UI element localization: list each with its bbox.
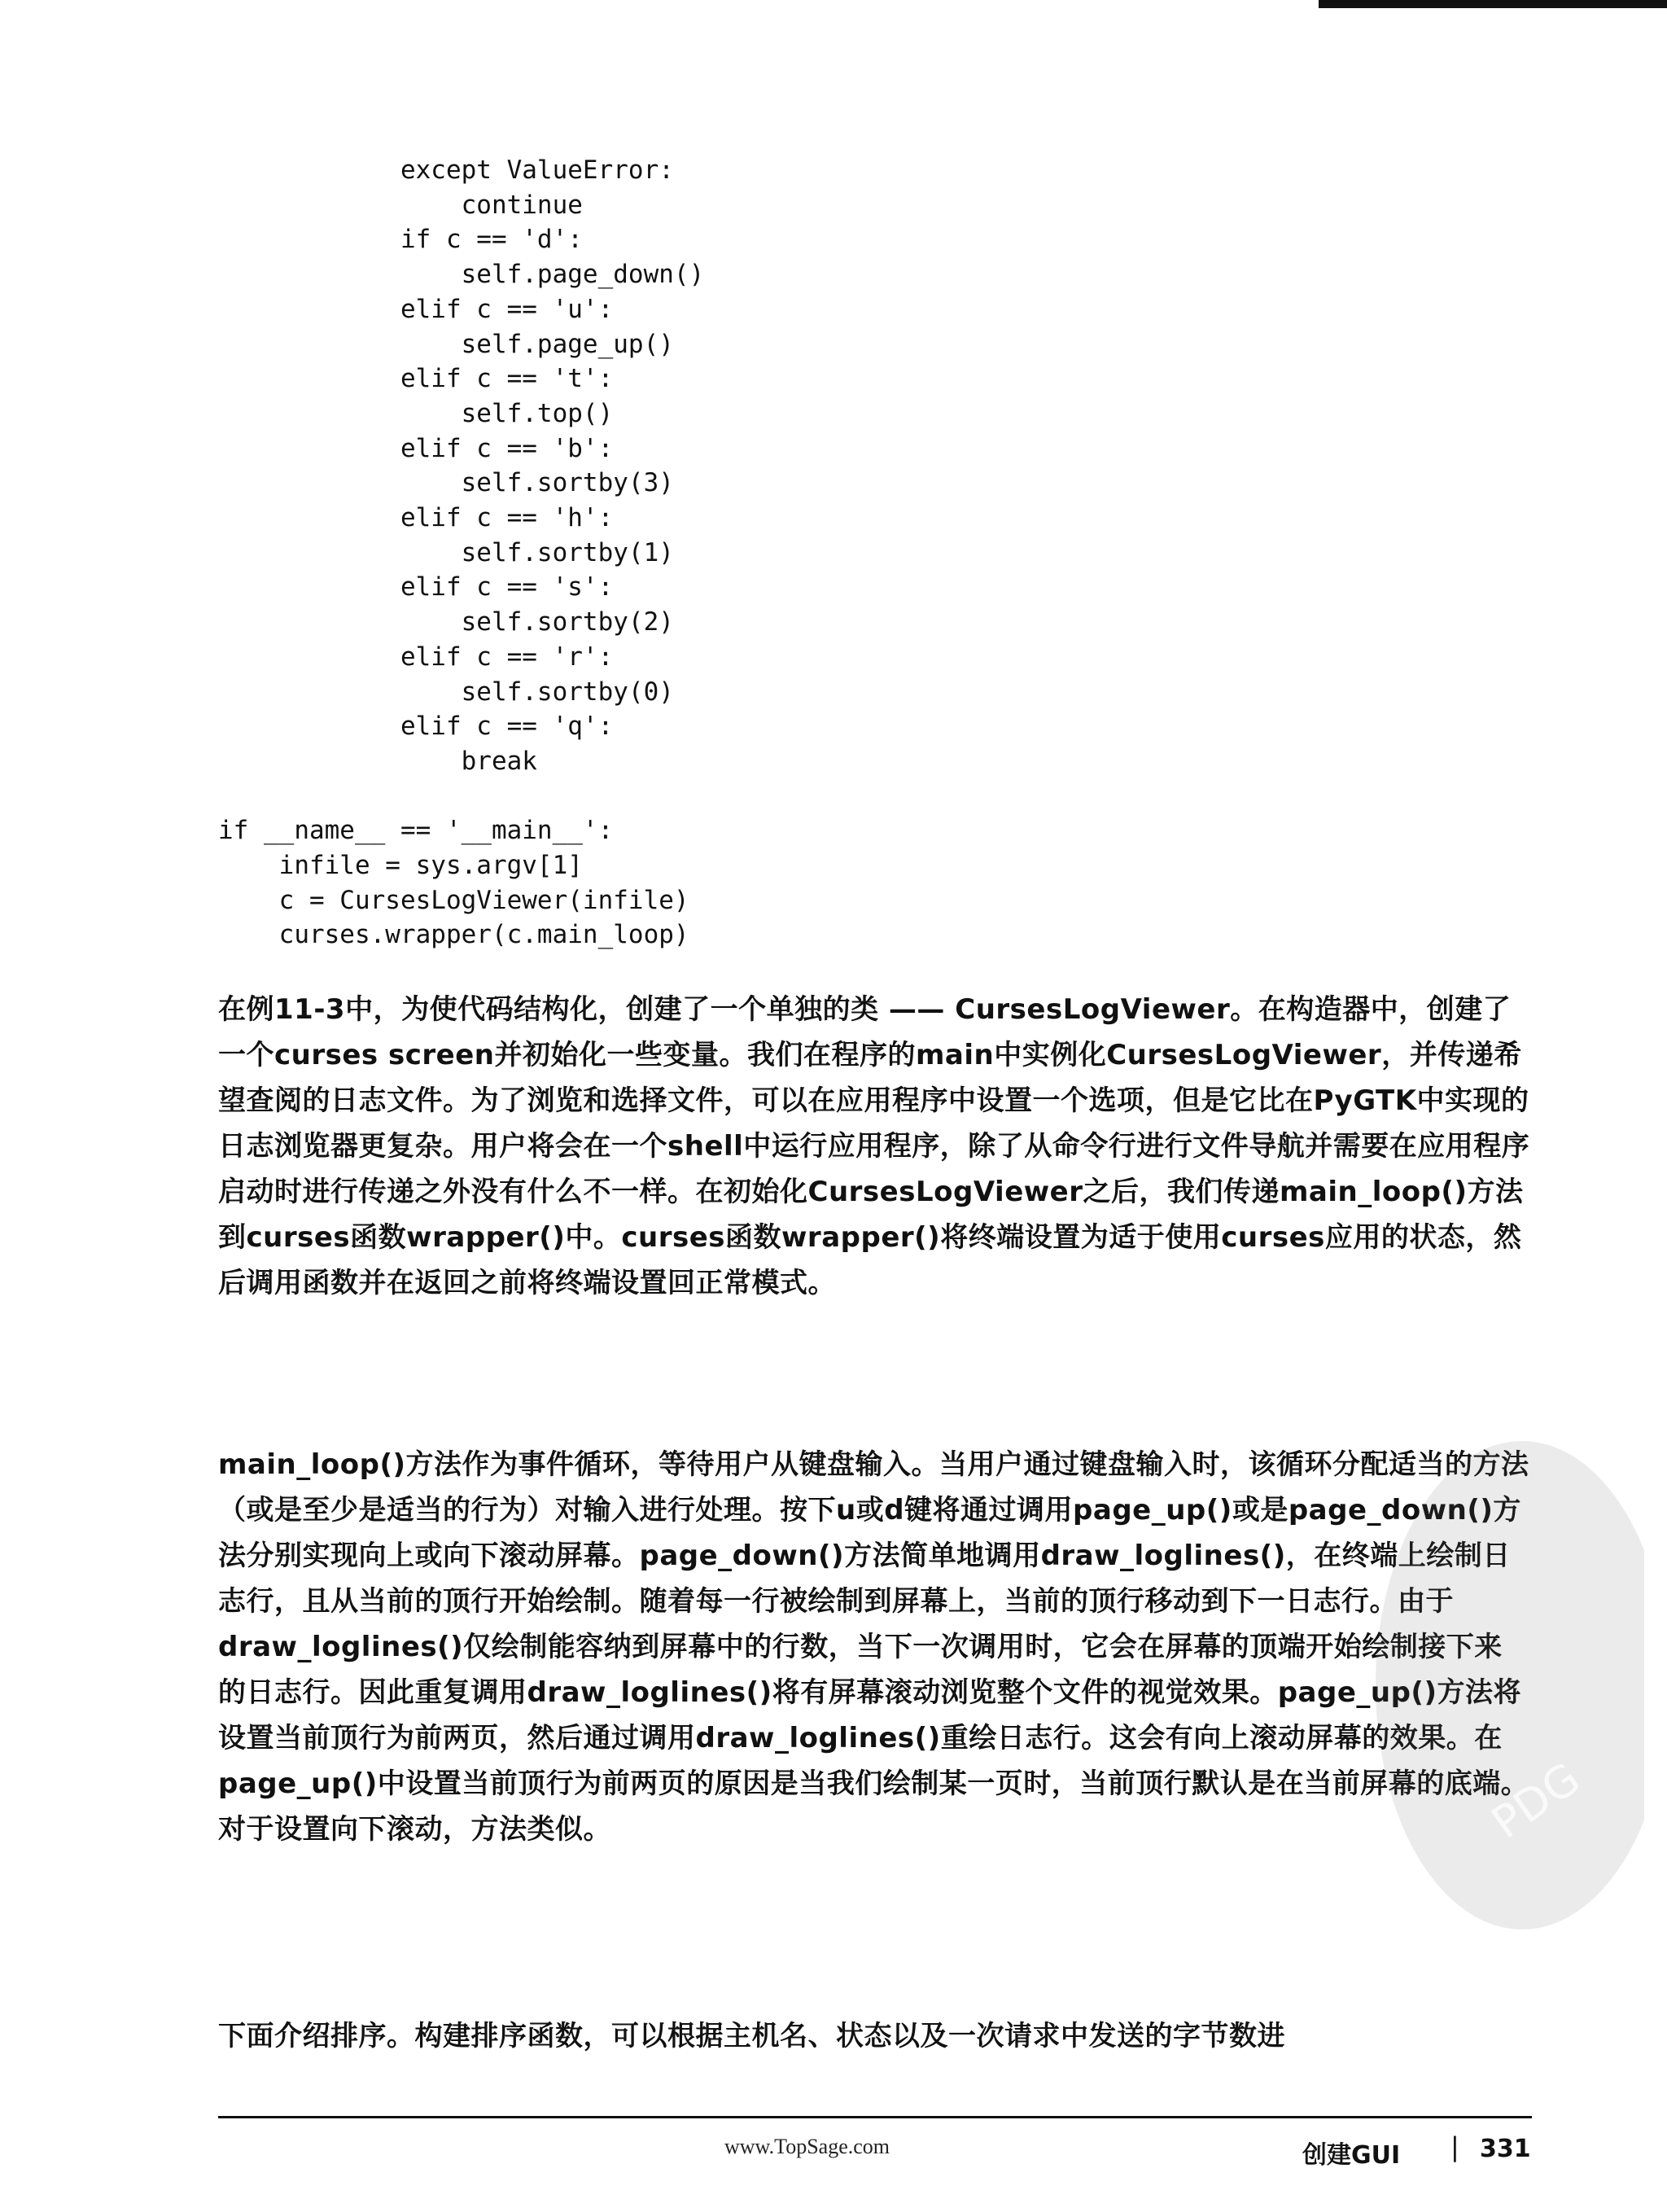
footer-rule bbox=[218, 2116, 1532, 2118]
body-paragraph-3: 下面介绍排序。构建排序函数，可以根据主机名、状态以及一次请求中发送的字节数进 bbox=[218, 2020, 1285, 2052]
body-paragraph-1: 在例11-3中，为使代码结构化，创建了一个单独的类 —— CursesLogViewer。在构造器中，创建了一个curses screen并初始化一些变量。我们在程序的main中实例化CursesLogViewer，并传递希望查阅的日志文件。为了浏览和选择文件，可以在应用程序中设置一个选项，但是它比在PyGTK中实现的日志浏览器更复杂。用户将会在一个shell中运行应用程序，除了从命令行进行文件导航并需要在应用程序启动时进行传递之外没有什么不一样。在初始化CursesLogViewer之后，我们传递main_loop()方法到curses函数wrapper()中。curses函数wrapper()将终端设置为适于使用curses应用的状态，然后调用函数并在返回之前将终端设置回正常模式。 bbox=[218, 993, 1530, 1299]
page-number: 331 bbox=[1480, 2135, 1531, 2163]
top-rule bbox=[1319, 0, 1667, 8]
watermark-text: PDG bbox=[1482, 1752, 1590, 1849]
footer-website: www.TopSage.com bbox=[724, 2135, 890, 2158]
body-paragraph-2: main_loop()方法作为事件循环，等待用户从键盘输入。当用户通过键盘输入时，该循环分配适当的方法（或是至少是适当的行为）对输入进行处理。按下u或d键将通过调用page_up()或是page_down()方法分别实现向上或向下滚动屏幕。page_down()方法简单地调用draw_loglines()，在终端上绘制日志行，且从当前的顶行开始绘制。随着每一行被绘制到屏幕上，当前的顶行移动到下一日志行。由于draw_loglines()仅绘制能容纳到屏幕中的行数，当下一次调用时，它会在屏幕的顶端开始绘制接下来的日志行。因此重复调用draw_loglines()将有屏幕滚动浏览整个文件的视觉效果。page_up()方法将设置当前顶行为前两页，然后通过调用draw_loglines()重绘日志行。这会有向上滚动屏幕的效果。在page_up()中设置当前顶行为前两页的原因是当我们绘制某一页时，当前顶行默认是在当前屏幕的底端。对于设置向下滚动，方法类似。 bbox=[218, 1448, 1529, 1846]
footer-chapter-title: 创建GUI bbox=[1302, 2141, 1401, 2170]
code-listing: except ValueError: continue if c == 'd': self.page_down() elif c == 'u': self.page_up() elif c == 't': self.top() elif c == 'b': self.sortby(3) elif c == 'h': self.sortby(1) elif c == 's': self.sortby(2) elif c == 'r': self.sortby(0) elif c == 'q': break if __name__ == '__main__': infile = sys.argv[1] c = CursesLogViewer(infile) curses.wrapper(c.main_loop) bbox=[218, 155, 705, 950]
footer-separator: | bbox=[1450, 2131, 1459, 2162]
